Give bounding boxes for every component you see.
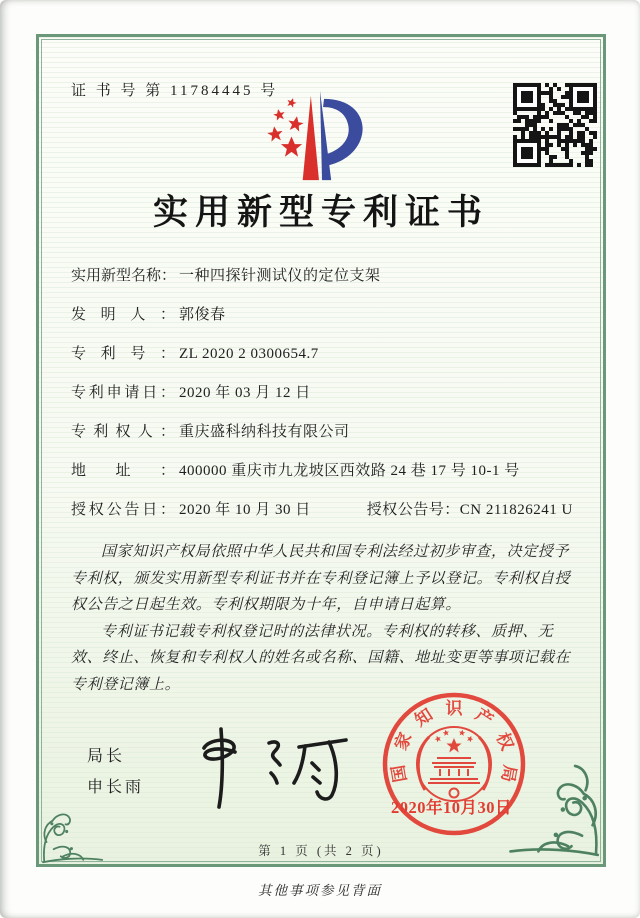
field-inventor: [71, 306, 591, 325]
seal-char: 家: [391, 729, 416, 754]
certificate-fields: [71, 267, 591, 520]
field-label: 专利权人：: [71, 424, 175, 440]
director-signature: [181, 715, 359, 815]
field-value: 重庆盛科纳科技有限公司: [179, 424, 350, 440]
seal-char: 局: [497, 763, 520, 784]
field-value: 2020 年 10 月 30 日: [179, 502, 311, 518]
qr-code: [513, 83, 597, 167]
grant-number-value: CN 211826241 U: [459, 502, 573, 518]
cnipa-logo-icon: [260, 85, 382, 193]
field-application-date: [71, 384, 591, 403]
legal-text: [71, 539, 581, 698]
field-label: 实用新型名称：: [71, 268, 177, 284]
back-side-note: 其他事项参见背面: [258, 883, 382, 898]
legal-paragraph-2: 专利证书记载专利权登记时的法律状况。专利权的转移、质押、无效、终止、恢复和专利权人的姓名或名称、国籍、地址变更等事项记载在专利登记簿上。: [71, 623, 571, 693]
field-label: 地址：: [71, 463, 175, 479]
field-label: 发明人：: [71, 307, 175, 323]
field-value: ZL 2020 2 0300654.7: [179, 346, 319, 362]
field-utility-model-name: [71, 267, 591, 286]
field-patent-number: [71, 345, 591, 364]
director-block: [87, 741, 144, 803]
grant-number-label: 授权公告号：: [366, 502, 460, 518]
director-name: 申长雨: [87, 779, 145, 796]
field-label: 专利号：: [71, 346, 175, 362]
legal-paragraph-1: 国家知识产权局依照中华人民共和国专利法经过初步审查，决定授予专利权，颁发实用新型专利证书并在专利登记簿上予以登记。专利权自授权公告之日起生效。专利权期限为十年，自申请日起算。: [71, 544, 571, 613]
page-number: 第 1 页 (共 2 页): [258, 844, 384, 858]
seal-char: 国: [388, 763, 411, 784]
certificate-number: 证 书 号 第 11784445 号: [71, 83, 279, 99]
field-address: [71, 462, 591, 481]
field-patentee: [71, 423, 591, 442]
seal-char: 权: [492, 729, 517, 754]
field-value: 郭俊春: [179, 307, 226, 323]
field-value: 一种四探针测试仪的定位支架: [179, 268, 381, 284]
seal-char: 识: [445, 699, 463, 718]
seal-char: 知: [411, 704, 437, 731]
seal-char: 产: [471, 704, 497, 731]
seal-date: 2020年10月30日: [391, 798, 512, 817]
field-label: 授权公告日：: [71, 502, 175, 518]
certificate-border-frame: [36, 34, 606, 867]
field-label: 专利申请日：: [71, 385, 175, 401]
director-title: 局长: [87, 748, 126, 765]
field-grant-date-and-number: [71, 501, 591, 520]
certificate-title: 实用新型专利证书: [152, 193, 489, 232]
field-value: 2020 年 03 月 12 日: [179, 385, 311, 401]
field-value: 400000 重庆市九龙坡区西效路 24 巷 17 号 10-1 号: [179, 463, 520, 479]
